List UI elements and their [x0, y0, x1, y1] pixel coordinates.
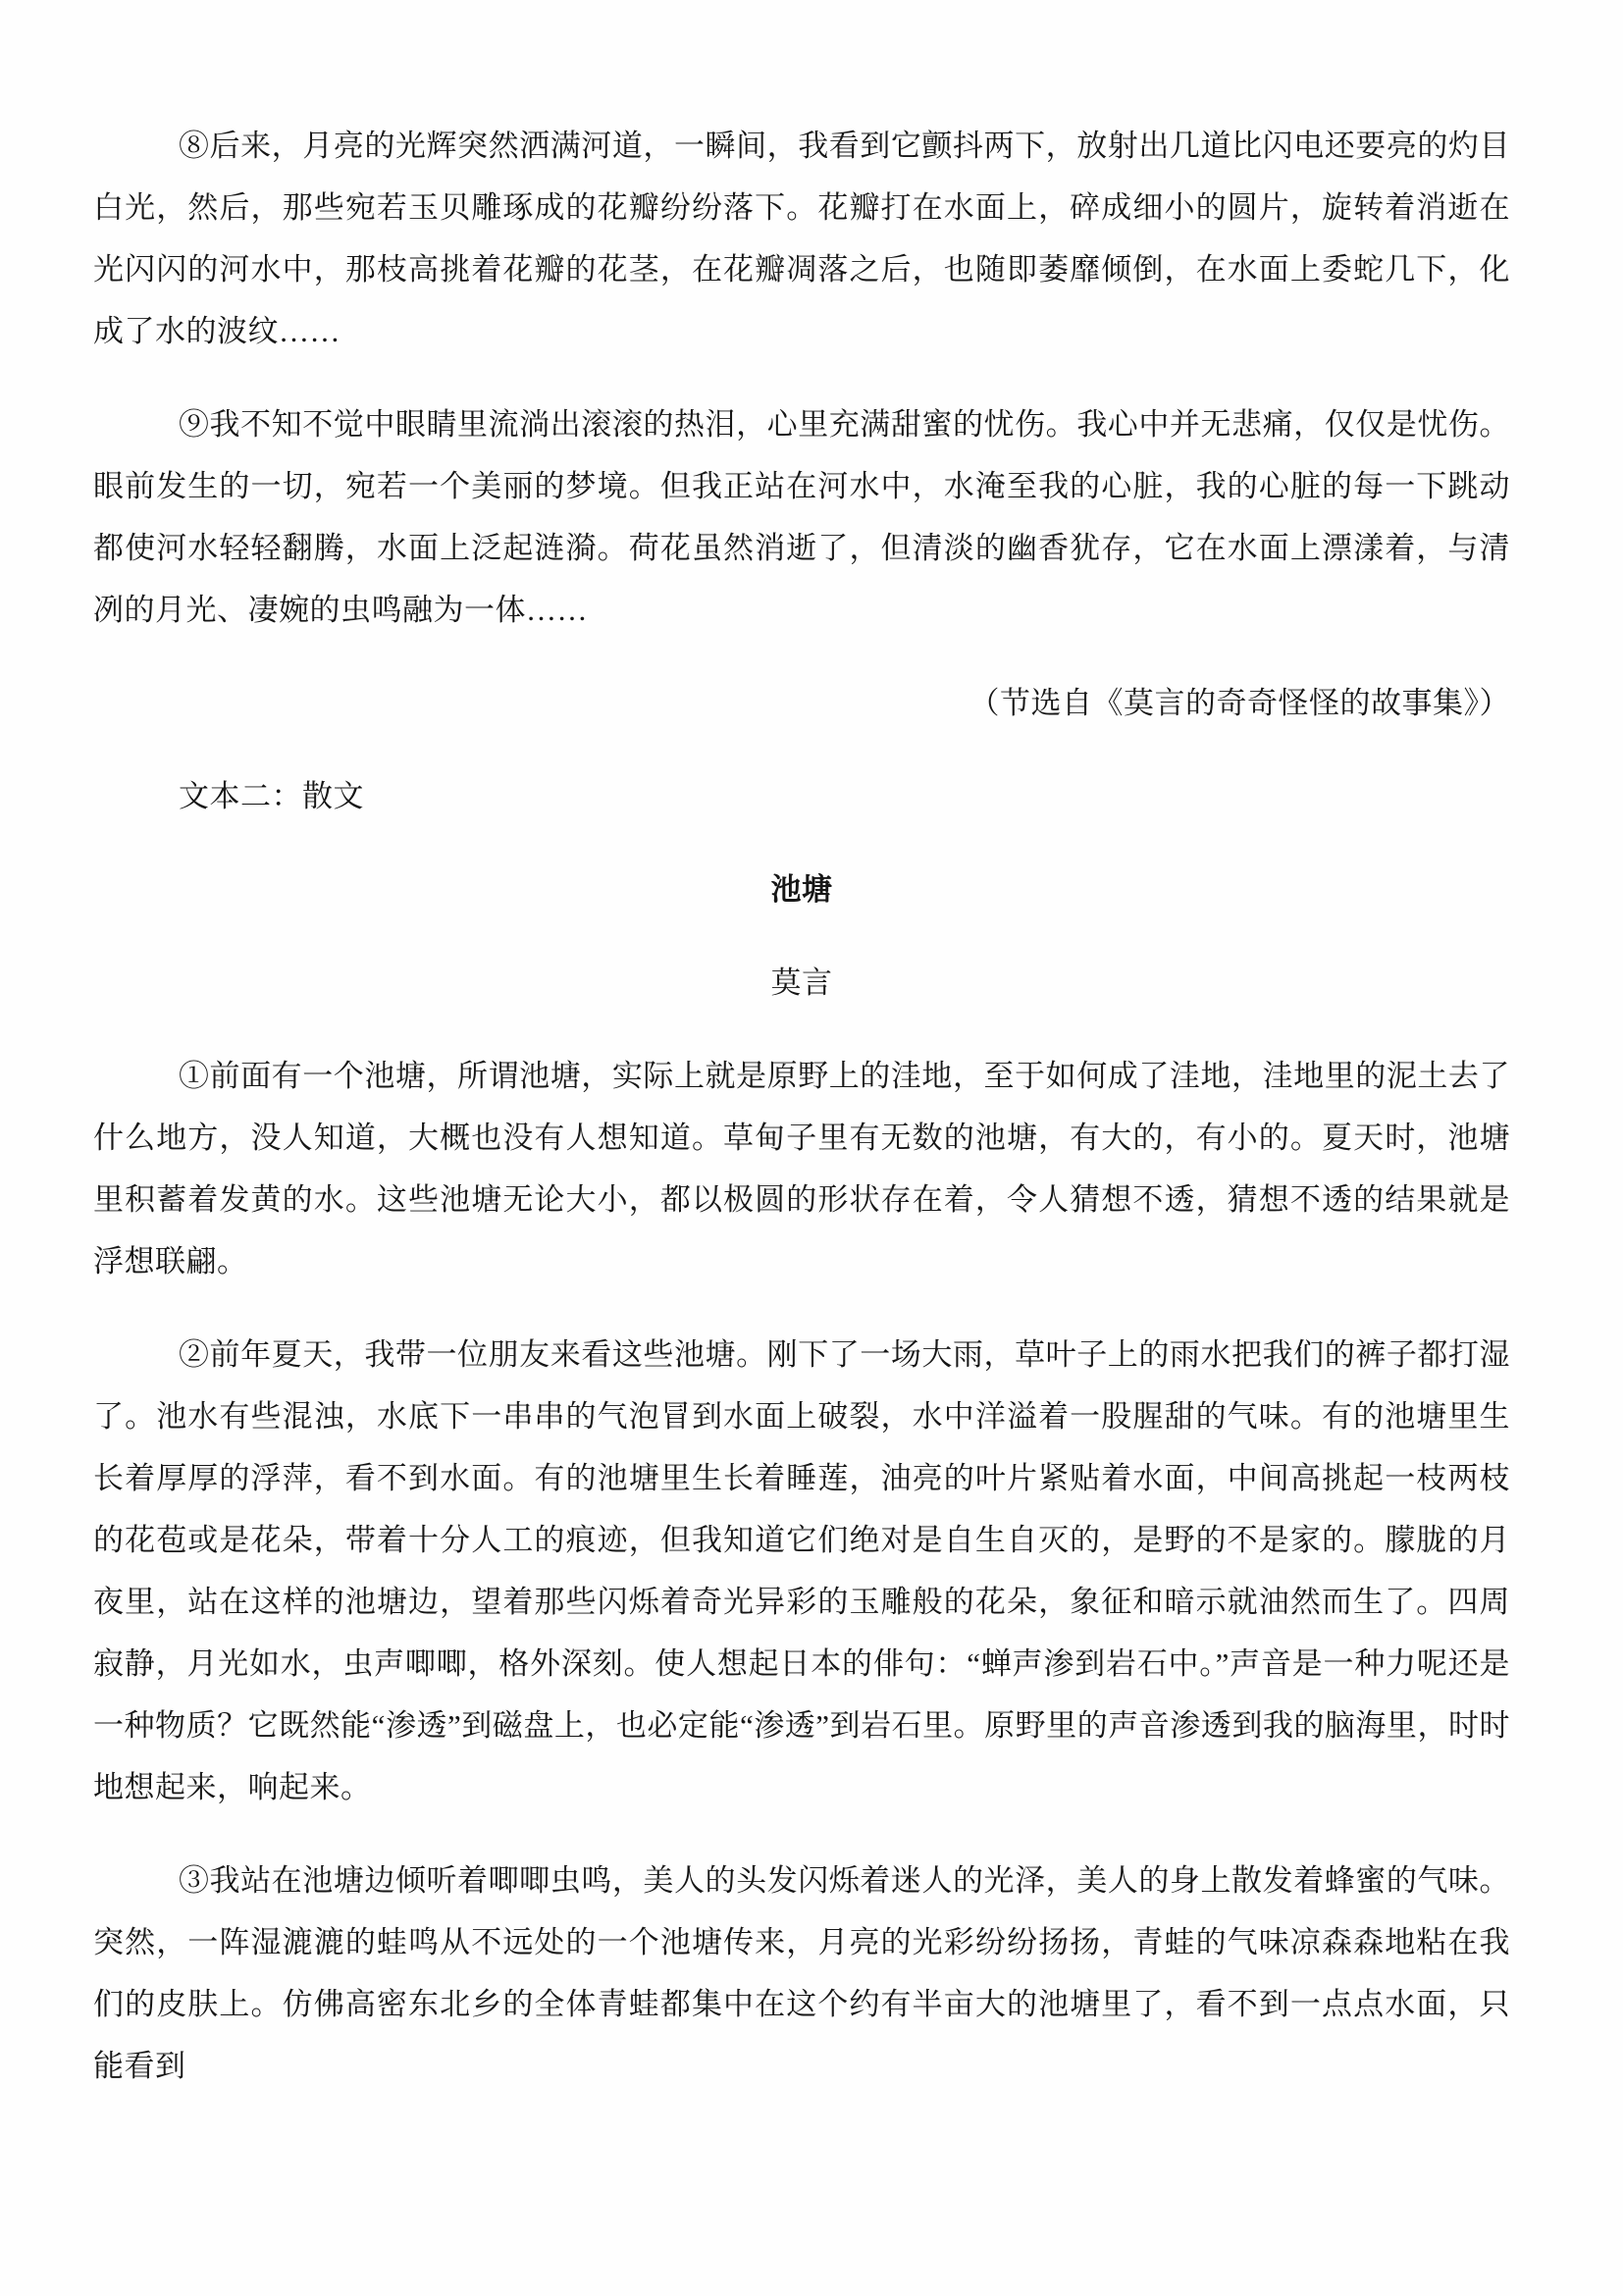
text-two-section-label: 文本二：散文 [179, 779, 364, 813]
essay-paragraph-1: ①前面有一个池塘，所谓池塘，实际上就是原野上的洼地，至于如何成了洼地，洼地里的泥土去了什么地方，没人知道，大概也没有人想知道。草甸子里有无数的池塘，有大的，有小的。夏天时，池塘里积蓄着发黄的水。这些池塘无论大小，都以极圆的形状存在着，令人猜想不透，猜想不透的结果就是浮想联翩。 [93, 1059, 1510, 1278]
essay-paragraph-3: ③我站在池塘边倾听着唧唧虫鸣，美人的头发闪烁着迷人的光泽，美人的身上散发着蜂蜜的气味。突然，一阵湿漉漉的蛙鸣从不远处的一个池塘传来，月亮的光彩纷纷扬扬，青蛙的气味凉森森地粘在我们的皮肤上。仿佛高密东北乡的全体青蛙都集中在这个约有半亩大的池塘里了，看不到一点点水面，只能看到 [93, 1863, 1510, 2083]
text-one-attribution: （节选自《莫言的奇奇怪怪的故事集》） [969, 686, 1510, 720]
essay-title: 池塘 [770, 872, 833, 907]
passage-paragraph-9: ⑨我不知不觉中眼睛里流淌出滚滚的热泪，心里充满甜蜜的忧伤。我心中并无悲痛，仅仅是忧伤。眼前发生的一切，宛若一个美丽的梦境。但我正站在河水中，水淹至我的心脏，我的心脏的每一下跳动都使河水轻轻翻腾，水面上泛起涟漪。荷花虽然消逝了，但清淡的幽香犹存，它在水面上漂漾着，与清冽的月光、凄婉的虫鸣融为一体…… [93, 407, 1510, 627]
passage-paragraph-8: ⑧后来，月亮的光辉突然洒满河道，一瞬间，我看到它颤抖两下，放射出几道比闪电还要亮的灼目白光，然后，那些宛若玉贝雕琢成的花瓣纷纷落下。花瓣打在水面上，碎成细小的圆片，旋转着消逝在光闪闪的河水中，那枝高挑着花瓣的花茎，在花瓣凋落之后，也随即萎靡倾倒，在水面上委蛇几下，化成了水的波纹…… [93, 129, 1510, 348]
essay-paragraph-2: ②前年夏天，我带一位朋友来看这些池塘。刚下了一场大雨，草叶子上的雨水把我们的裤子都打湿了。池水有些混浊，水底下一串串的气泡冒到水面上破裂，水中洋溢着一股腥甜的气味。有的池塘里生长着厚厚的浮萍，看不到水面。有的池塘里生长着睡莲，油亮的叶片紧贴着水面，中间高挑起一枝两枝的花苞或是花朵，带着十分人工的痕迹，但我知道它们绝对是自生自灭的，是野的不是家的。朦胧的月夜里，站在这样的池塘边，望着那些闪烁着奇光异彩的玉雕般的花朵，象征和暗示就油然而生了。四周寂静，月光如水，虫声唧唧，格外深刻。使人想起日本的俳句：“蝉声渗到岩石中。”声音是一种力呢还是一种物质？它既然能“渗透”到磁盘上，也必定能“渗透”到岩石里。原野里的声音渗透到我的脑海里，时时地想起来，响起来。 [93, 1337, 1510, 1804]
essay-author: 莫言 [770, 965, 833, 1000]
